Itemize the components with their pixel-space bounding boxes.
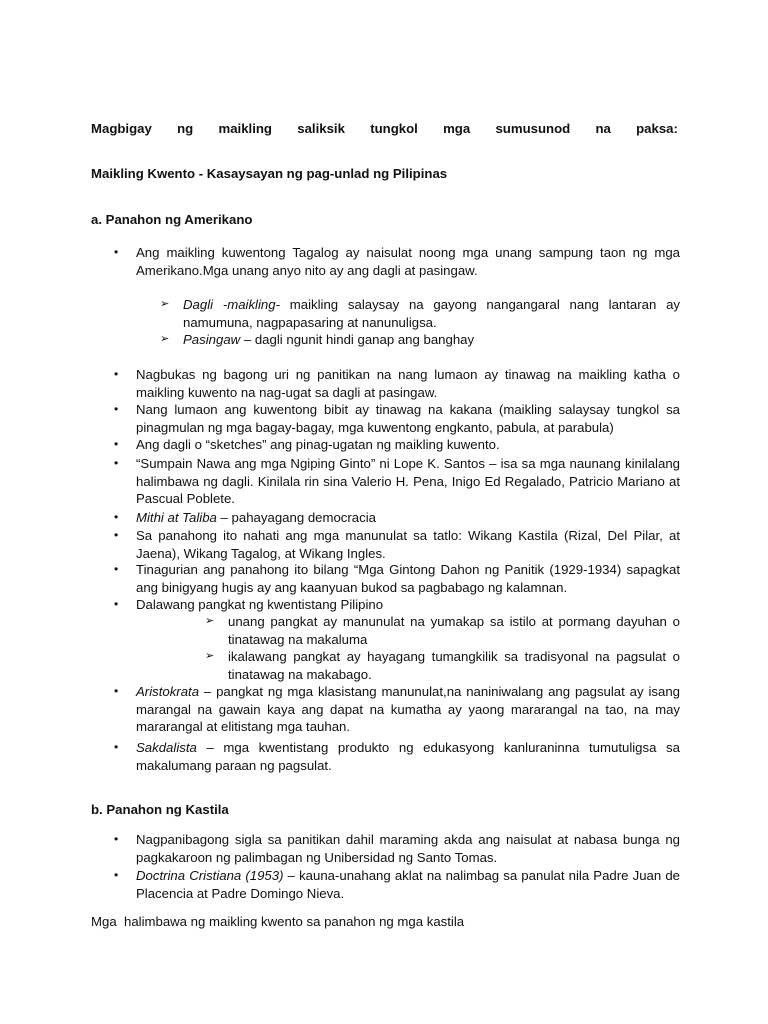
list-item-text: Nagpanibagong sigla sa panitikan dahil maraming akda ang naisulat at nabasa bunga ng pagkakaroon ng palimbagan ng Unibersidad ng Santo Tomas. <box>136 832 680 865</box>
term-definition: – pangkat ng mga klasistang manunulat,na naniniwalang ang pagsulat ay isang marangal na gawain kaya ang dapat na kumatha ay yaong mararangal na tao, na may mararangal at elitistang mga tauhan. <box>136 684 680 734</box>
bullet-icon: • <box>114 740 119 754</box>
intro-word: sumusunod <box>495 121 571 136</box>
bullet-icon: • <box>114 562 119 576</box>
list-item <box>114 527 680 562</box>
section-b-heading: b. Panahon ng Kastila <box>91 802 229 817</box>
term-dagli: Dagli -maikling- <box>183 297 280 312</box>
arrow-bullet-icon: ➢ <box>205 615 215 627</box>
list-item-text: Ang maikling kuwentong Tagalog ay naisulat noong mga unang sampung taon ng mga Amerikano.Mga unang anyo nito ay ang dagli at pasingaw. <box>136 245 680 278</box>
bullet-icon: • <box>114 528 119 542</box>
intro-word: Magbigay <box>91 121 152 136</box>
list-item <box>114 831 680 866</box>
sub-list-item-text: ikalawang pangkat ay hayagang tumangkilik sa tradisyonal na pagsulat o tinatawag na makabago. <box>228 649 680 682</box>
list-item-text: Nagbukas ng bagong uri ng panitikan na nang lumaon ay tinawag na maikling katha o maikling kuwento na nag-ugat sa dagli at pasingaw. <box>136 367 680 400</box>
intro-line <box>91 121 678 136</box>
intro-word: paksa: <box>636 121 678 136</box>
bullet-icon: • <box>114 367 119 381</box>
term-sakdalista: Sakdalista <box>136 740 197 755</box>
bullet-icon: • <box>114 510 119 524</box>
list-item <box>114 683 680 736</box>
bullet-icon: • <box>114 245 119 259</box>
list-item-text: Dalawang pangkat ng kwentistang Pilipino <box>136 597 384 612</box>
bullet-icon: • <box>114 456 119 470</box>
term-definition: – mga kwentistang produkto ng edukasyong kanluraninna tumutuligsa sa makalumang paraan ng pagsulat. <box>136 740 680 773</box>
term-definition: – kauna-unahang aklat na nalimbag sa panulat nila Padre Juan de Placencia at Padre Domingo Nieva. <box>136 868 680 901</box>
list-item <box>114 436 680 454</box>
intro-word: maikling <box>218 121 272 136</box>
intro-word: tungkol <box>370 121 418 136</box>
list-item <box>114 455 680 508</box>
sub-list-item <box>160 331 680 349</box>
term-pasingaw: Pasingaw <box>183 332 241 347</box>
arrow-bullet-icon: ➢ <box>160 298 170 310</box>
bullet-icon: • <box>114 868 119 882</box>
list-item <box>114 366 680 401</box>
arrow-bullet-icon: ➢ <box>205 650 215 662</box>
list-item <box>114 509 680 527</box>
list-item <box>114 596 680 614</box>
list-item-text: Ang dagli o “sketches” ang pinag-ugatan ng maikling kuwento. <box>136 437 500 452</box>
sub-list-item <box>160 296 680 331</box>
intro-word: saliksik <box>297 121 345 136</box>
term-aristokrata: Aristokrata <box>136 684 200 699</box>
list-item <box>114 561 680 596</box>
list-item-text: “Sumpain Nawa ang mga Ngiping Ginto” ni Lope K. Santos – isa sa mga naunang kinilalang halimbawa ng dagli. Kinilala rin sina Valerio H. Pena, Inigo Ed Regalado, Patricio Mariano at Pascual Poblete. <box>136 456 680 506</box>
list-item <box>114 244 680 279</box>
sub-list-item <box>205 648 680 683</box>
term-mithi-at-taliba: Mithi at Taliba <box>136 510 217 525</box>
intro-word: ng <box>177 121 194 136</box>
list-item <box>114 401 680 436</box>
bullet-icon: • <box>114 402 119 416</box>
list-item-text: Nang lumaon ang kuwentong bibit ay tinawag na kakana (maikling salaysay tungkol sa pinagmulan ng mga bagay-bagay, mga kuwentong engkanto, pabula, at parabula) <box>136 402 680 435</box>
term-doctrina-cristiana: Doctrina Cristiana (1953) <box>136 868 284 883</box>
bullet-icon: • <box>114 684 119 698</box>
arrow-bullet-icon: ➢ <box>160 333 170 345</box>
list-item <box>114 867 680 902</box>
section-a-heading: a. Panahon ng Amerikano <box>91 212 253 227</box>
list-item-text: Tinagurian ang panahong ito bilang “Mga Gintong Dahon ng Panitik (1929-1934) sapagkat ang binigyang hugis ay ang kaanyuan bukod sa pagbabago ng kalamnan. <box>136 562 680 595</box>
sub-list-item <box>205 613 680 648</box>
term-definition: – dagli ngunit hindi ganap ang banghay <box>240 332 475 347</box>
list-item-text: Sa panahong ito nahati ang mga manunulat sa tatlo: Wikang Kastila (Rizal, Del Pilar, at Jaena), Wikang Tagalog, at Wikang Ingles. <box>136 528 680 561</box>
document-title: Maikling Kwento - Kasaysayan ng pag-unlad ng Pilipinas <box>91 166 448 181</box>
list-item <box>114 739 680 774</box>
sub-list-item-text: unang pangkat ay manunulat na yumakap sa istilo at pormang dayuhan o tinatawag na makaluma <box>228 614 680 647</box>
term-definition: – pahayagang democracia <box>216 510 376 525</box>
bullet-icon: • <box>114 597 119 611</box>
intro-word: na <box>595 121 611 136</box>
bullet-icon: • <box>114 437 119 451</box>
closing-line: Mga halimbawa ng maikling kwento sa panahon ng mga kastila <box>91 914 465 929</box>
bullet-icon: • <box>114 832 119 846</box>
term-definition: maikling salaysay na gayong nangangaral nang lantaran ay namumuna, nagpapasaring at nanunuligsa. <box>183 297 680 330</box>
intro-word: mga <box>443 121 471 136</box>
